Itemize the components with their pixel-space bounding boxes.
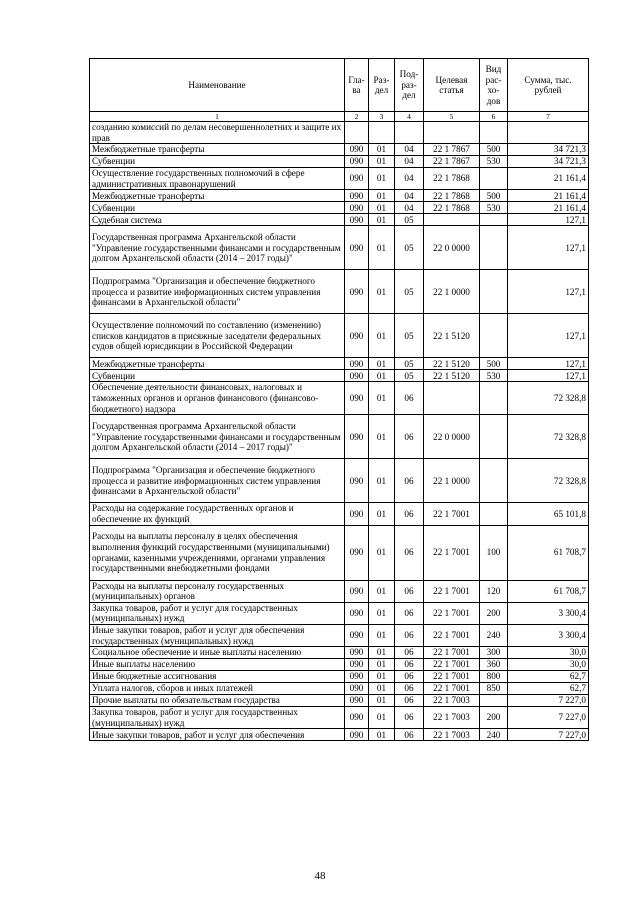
cell-amount: 7 227,0	[508, 729, 589, 741]
cell-section: 01	[369, 580, 395, 602]
table-row	[90, 190, 589, 202]
cell-expense-type: 200	[480, 707, 508, 729]
table-row	[90, 270, 589, 314]
cell-target: 22 1 7868	[424, 168, 480, 190]
table-row	[90, 647, 589, 659]
cell-subsection: 05	[395, 270, 424, 314]
cell-target	[424, 382, 480, 415]
cell-chapter: 090	[345, 580, 369, 602]
cell-section: 01	[369, 683, 395, 695]
cell-expense-type: 530	[480, 156, 508, 168]
cell-chapter: 090	[345, 226, 369, 270]
cell-chapter: 090	[345, 358, 369, 370]
cell-name: созданию комиссий по делам несовершеннолетних и защите их прав	[90, 122, 345, 144]
table-header-row	[90, 59, 589, 112]
cell-subsection: 05	[395, 314, 424, 358]
cell-target: 22 1 7001	[424, 659, 480, 671]
cell-target: 22 1 7001	[424, 580, 480, 602]
cell-expense-type	[480, 314, 508, 358]
table-row	[90, 122, 589, 144]
cell-expense-type	[480, 503, 508, 525]
cell-name: Государственная программа Архангельской области "Управление государственными финансами и государственным долгом Архангельской области (2014 – 2017 годы)"	[90, 226, 345, 270]
cell-subsection: 04	[395, 202, 424, 214]
cell-section: 01	[369, 270, 395, 314]
cell-target: 22 1 7001	[424, 602, 480, 624]
column-number: 2	[345, 112, 369, 122]
cell-expense-type: 360	[480, 659, 508, 671]
cell-amount	[508, 122, 589, 144]
cell-chapter: 090	[345, 202, 369, 214]
cell-amount: 34 721,3	[508, 144, 589, 156]
cell-expense-type	[480, 168, 508, 190]
cell-name: Подпрограмма "Организация и обеспечение бюджетного процесса и развитие информационных систем управления финансами в Архангельской области"	[90, 459, 345, 503]
cell-target: 22 1 0000	[424, 270, 480, 314]
cell-chapter: 090	[345, 190, 369, 202]
column-number: 3	[369, 112, 395, 122]
cell-subsection: 06	[395, 695, 424, 707]
cell-amount: 72 328,8	[508, 382, 589, 415]
table-row	[90, 370, 589, 382]
table-row	[90, 144, 589, 156]
cell-amount: 127,1	[508, 270, 589, 314]
cell-expense-type: 200	[480, 602, 508, 624]
cell-amount: 21 161,4	[508, 202, 589, 214]
cell-amount: 30,0	[508, 659, 589, 671]
table-row	[90, 683, 589, 695]
page-number: 48	[314, 870, 326, 882]
cell-subsection: 06	[395, 415, 424, 459]
cell-name: Иные бюджетные ассигнования	[90, 671, 345, 683]
cell-target: 22 0 0000	[424, 415, 480, 459]
cell-expense-type	[480, 226, 508, 270]
cell-expense-type	[480, 214, 508, 226]
cell-amount: 127,1	[508, 370, 589, 382]
cell-subsection: 05	[395, 358, 424, 370]
cell-amount: 3 300,4	[508, 624, 589, 646]
cell-target	[424, 214, 480, 226]
cell-name: Иные закупки товаров, работ и услуг для обеспечения	[90, 729, 345, 741]
cell-amount: 72 328,8	[508, 459, 589, 503]
header-target: Целевая статья	[424, 59, 480, 112]
cell-chapter: 090	[345, 624, 369, 646]
table-row	[90, 671, 589, 683]
cell-expense-type: 120	[480, 580, 508, 602]
cell-chapter: 090	[345, 671, 369, 683]
cell-name: Субвенции	[90, 202, 345, 214]
column-number: 6	[480, 112, 508, 122]
column-number: 5	[424, 112, 480, 122]
cell-section: 01	[369, 144, 395, 156]
table-body	[90, 122, 589, 741]
table-row	[90, 459, 589, 503]
cell-expense-type: 850	[480, 683, 508, 695]
cell-section: 01	[369, 382, 395, 415]
header-amount: Сумма, тыс. рублей	[508, 59, 589, 112]
cell-amount: 127,1	[508, 214, 589, 226]
cell-expense-type: 500	[480, 190, 508, 202]
cell-expense-type	[480, 382, 508, 415]
cell-expense-type: 300	[480, 647, 508, 659]
cell-chapter: 090	[345, 647, 369, 659]
table-row	[90, 382, 589, 415]
cell-chapter: 090	[345, 459, 369, 503]
cell-expense-type	[480, 270, 508, 314]
cell-amount: 21 161,4	[508, 190, 589, 202]
cell-expense-type	[480, 122, 508, 144]
cell-chapter: 090	[345, 602, 369, 624]
cell-subsection: 05	[395, 214, 424, 226]
cell-name: Судебная система	[90, 214, 345, 226]
cell-section: 01	[369, 226, 395, 270]
cell-expense-type: 530	[480, 202, 508, 214]
column-number: 4	[395, 112, 424, 122]
cell-amount: 3 300,4	[508, 602, 589, 624]
budget-table	[89, 58, 589, 741]
cell-section: 01	[369, 168, 395, 190]
table-row	[90, 659, 589, 671]
cell-amount: 21 161,4	[508, 168, 589, 190]
cell-target: 22 1 7003	[424, 695, 480, 707]
cell-section: 01	[369, 624, 395, 646]
cell-amount: 72 328,8	[508, 415, 589, 459]
cell-amount: 127,1	[508, 226, 589, 270]
table-row	[90, 168, 589, 190]
table-row	[90, 707, 589, 729]
cell-section: 01	[369, 695, 395, 707]
cell-target: 22 0 0000	[424, 226, 480, 270]
cell-expense-type: 800	[480, 671, 508, 683]
cell-section: 01	[369, 415, 395, 459]
cell-target: 22 1 7001	[424, 683, 480, 695]
cell-target: 22 1 0000	[424, 459, 480, 503]
cell-chapter: 090	[345, 659, 369, 671]
cell-subsection: 05	[395, 226, 424, 270]
cell-amount: 30,0	[508, 647, 589, 659]
cell-expense-type	[480, 695, 508, 707]
cell-name: Субвенции	[90, 156, 345, 168]
cell-expense-type	[480, 415, 508, 459]
cell-subsection: 04	[395, 156, 424, 168]
cell-target: 22 1 7867	[424, 144, 480, 156]
cell-target: 22 1 7867	[424, 156, 480, 168]
cell-chapter: 090	[345, 683, 369, 695]
cell-target: 22 1 7003	[424, 729, 480, 741]
cell-target: 22 1 7001	[424, 525, 480, 580]
cell-amount: 62,7	[508, 683, 589, 695]
cell-chapter: 090	[345, 370, 369, 382]
cell-target: 22 1 7001	[424, 503, 480, 525]
cell-section: 01	[369, 156, 395, 168]
cell-subsection: 06	[395, 503, 424, 525]
cell-section: 01	[369, 729, 395, 741]
cell-chapter: 090	[345, 729, 369, 741]
cell-chapter: 090	[345, 503, 369, 525]
cell-target: 22 1 7001	[424, 647, 480, 659]
cell-amount: 34 721,3	[508, 156, 589, 168]
cell-chapter: 090	[345, 144, 369, 156]
cell-subsection: 06	[395, 671, 424, 683]
cell-amount: 61 708,7	[508, 580, 589, 602]
table-row	[90, 202, 589, 214]
cell-amount: 61 708,7	[508, 525, 589, 580]
cell-section: 01	[369, 459, 395, 503]
cell-target	[424, 122, 480, 144]
table-row	[90, 624, 589, 646]
cell-name: Закупка товаров, работ и услуг для государственных (муниципальных) нужд	[90, 602, 345, 624]
cell-subsection: 04	[395, 168, 424, 190]
cell-amount: 127,1	[508, 358, 589, 370]
cell-section: 01	[369, 647, 395, 659]
cell-target: 22 1 7003	[424, 707, 480, 729]
header-subsection: Под-раз-дел	[395, 59, 424, 112]
cell-subsection: 06	[395, 659, 424, 671]
table-row	[90, 314, 589, 358]
header-expense-type: Вид рас-хо-дов	[480, 59, 508, 112]
table-row	[90, 358, 589, 370]
cell-section: 01	[369, 503, 395, 525]
table-row	[90, 503, 589, 525]
cell-amount: 65 101,8	[508, 503, 589, 525]
cell-section: 01	[369, 358, 395, 370]
column-number-row	[90, 112, 589, 122]
cell-name: Осуществление государственных полномочий в сфере административных правонарушений	[90, 168, 345, 190]
cell-chapter: 090	[345, 695, 369, 707]
cell-name: Расходы на содержание государственных органов и обеспечение их функций	[90, 503, 345, 525]
cell-section: 01	[369, 602, 395, 624]
cell-expense-type: 500	[480, 144, 508, 156]
cell-chapter: 090	[345, 214, 369, 226]
cell-name: Уплата налогов, сборов и иных платежей	[90, 683, 345, 695]
cell-name: Межбюджетные трансферты	[90, 358, 345, 370]
cell-subsection: 05	[395, 370, 424, 382]
cell-chapter: 090	[345, 168, 369, 190]
cell-expense-type: 240	[480, 729, 508, 741]
cell-expense-type: 240	[480, 624, 508, 646]
cell-subsection: 06	[395, 602, 424, 624]
table-row	[90, 602, 589, 624]
cell-name: Закупка товаров, работ и услуг для государственных (муниципальных) нужд	[90, 707, 345, 729]
cell-subsection: 06	[395, 647, 424, 659]
column-number: 1	[90, 112, 345, 122]
cell-amount: 62,7	[508, 671, 589, 683]
cell-name: Расходы на выплаты персоналу государственных (муниципальных) органов	[90, 580, 345, 602]
table-row	[90, 580, 589, 602]
cell-name: Субвенции	[90, 370, 345, 382]
cell-target: 22 1 7868	[424, 202, 480, 214]
cell-name: Расходы на выплаты персоналу в целях обеспечения выполнения функций государственными (муниципальными) органами, казенными учреждениями, органами управления государственными внебюджетными фондами	[90, 525, 345, 580]
cell-chapter: 090	[345, 314, 369, 358]
cell-amount: 7 227,0	[508, 695, 589, 707]
cell-section: 01	[369, 214, 395, 226]
cell-chapter: 090	[345, 525, 369, 580]
cell-subsection: 06	[395, 707, 424, 729]
cell-section: 01	[369, 659, 395, 671]
table-row	[90, 695, 589, 707]
cell-name: Обеспечение деятельности финансовых, налоговых и таможенных органов и органов финансового (финансово-бюджетного) надзора	[90, 382, 345, 415]
cell-amount: 127,1	[508, 314, 589, 358]
cell-section: 01	[369, 370, 395, 382]
cell-subsection: 06	[395, 459, 424, 503]
table-row	[90, 415, 589, 459]
cell-name: Иные закупки товаров, работ и услуг для обеспечения государственных (муниципальных) нужд	[90, 624, 345, 646]
cell-subsection	[395, 122, 424, 144]
cell-expense-type: 100	[480, 525, 508, 580]
cell-name: Межбюджетные трансферты	[90, 144, 345, 156]
cell-target: 22 1 7001	[424, 671, 480, 683]
cell-name: Социальное обеспечение и иные выплаты населению	[90, 647, 345, 659]
cell-subsection: 06	[395, 525, 424, 580]
cell-section: 01	[369, 671, 395, 683]
table-row	[90, 525, 589, 580]
cell-name: Прочие выплаты по обязательствам государства	[90, 695, 345, 707]
cell-name: Подпрограмма "Организация и обеспечение бюджетного процесса и развитие информационных систем управления финансами в Архангельской области"	[90, 270, 345, 314]
cell-name: Межбюджетные трансферты	[90, 190, 345, 202]
cell-amount: 7 227,0	[508, 707, 589, 729]
header-name: Наименование	[90, 59, 345, 112]
cell-section: 01	[369, 314, 395, 358]
cell-expense-type: 530	[480, 370, 508, 382]
cell-name: Осуществление полномочий по составлению (изменению) списков кандидатов в присяжные заседатели федеральных судов общей юрисдикции в Российской Федерации	[90, 314, 345, 358]
cell-chapter: 090	[345, 270, 369, 314]
cell-chapter: 090	[345, 707, 369, 729]
cell-target: 22 1 5120	[424, 370, 480, 382]
cell-section: 01	[369, 202, 395, 214]
cell-name: Государственная программа Архангельской области "Управление государственными финансами и государственным долгом Архангельской области (2014 – 2017 годы)"	[90, 415, 345, 459]
cell-expense-type: 500	[480, 358, 508, 370]
cell-chapter: 090	[345, 415, 369, 459]
cell-expense-type	[480, 459, 508, 503]
cell-subsection: 04	[395, 144, 424, 156]
cell-chapter: 090	[345, 156, 369, 168]
header-chapter: Гла-ва	[345, 59, 369, 112]
cell-section: 01	[369, 525, 395, 580]
cell-target: 22 1 5120	[424, 314, 480, 358]
cell-subsection: 06	[395, 624, 424, 646]
table-row	[90, 214, 589, 226]
table-row	[90, 226, 589, 270]
cell-section: 01	[369, 190, 395, 202]
cell-target: 22 1 5120	[424, 358, 480, 370]
header-section: Раз-дел	[369, 59, 395, 112]
cell-target: 22 1 7868	[424, 190, 480, 202]
document-page	[89, 58, 588, 741]
cell-subsection: 06	[395, 683, 424, 695]
cell-section: 01	[369, 707, 395, 729]
cell-subsection: 04	[395, 190, 424, 202]
cell-subsection: 06	[395, 729, 424, 741]
cell-target: 22 1 7001	[424, 624, 480, 646]
cell-chapter: 090	[345, 382, 369, 415]
column-number: 7	[508, 112, 589, 122]
cell-chapter	[345, 122, 369, 144]
cell-section	[369, 122, 395, 144]
cell-subsection: 06	[395, 580, 424, 602]
cell-name: Иные выплаты населению	[90, 659, 345, 671]
cell-subsection: 06	[395, 382, 424, 415]
table-row	[90, 156, 589, 168]
table-row	[90, 729, 589, 741]
